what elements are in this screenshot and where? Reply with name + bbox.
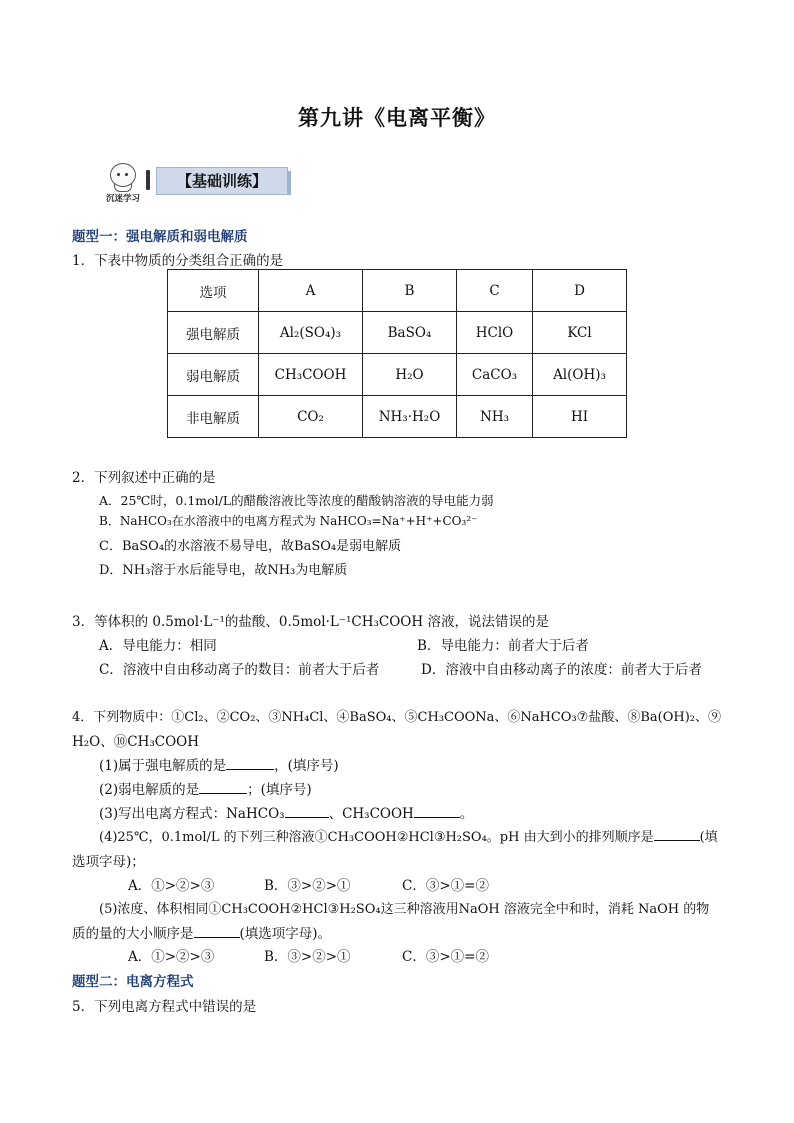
question-4-part-5-option-a: A．①>②>③: [128, 949, 215, 965]
table-cell: NH₃·H₂O: [363, 396, 457, 438]
classification-table: [167, 269, 627, 438]
section-heading-2: 题型二：电离方程式: [72, 974, 194, 990]
question-3-option-a: A．导电能力：相同: [99, 638, 217, 654]
question-5-stem: 5．下列电离方程式中错误的是: [72, 999, 257, 1015]
table-cell: 弱电解质: [168, 354, 259, 396]
question-4-part-4-line2: 选项字母)；: [72, 854, 145, 870]
question-4-part-5-option-c: C．③>①=②: [402, 949, 489, 965]
question-3-option-c: C．溶液中自由移动离子的数目：前者大于后者: [99, 662, 380, 678]
question-4-part-1: (1)属于强电解质的是 ，(填序号): [99, 758, 339, 774]
mascot-label: 沉迷学习: [105, 194, 140, 204]
table-cell: CH₃COOH: [259, 354, 363, 396]
table-header-cell: 选项: [168, 270, 259, 312]
question-4-part-5-line2: 质的量的大小顺序是 (填选项字母)。: [72, 926, 332, 942]
question-4-part-4-option-b: B．③>②>①: [264, 878, 351, 894]
table-cell: NH₃: [457, 396, 533, 438]
question-3-stem: 3．等体积的 0.5mol·L⁻¹的盐酸、0.5mol·L⁻¹CH₃COOH 溶液，说法错误的是: [72, 614, 549, 630]
question-3-option-d: D．溶液中自由移动离子的浓度：前者大于后者: [421, 662, 702, 678]
table-row: [168, 396, 627, 438]
table-cell: 非电解质: [168, 396, 259, 438]
section-heading-1: 题型一：强电解质和弱电解质: [72, 229, 248, 245]
answer-blank[interactable]: [199, 781, 247, 794]
table-cell: HClO: [457, 312, 533, 354]
question-4-part-5-line1: (5)浓度、体积相同①CH₃COOH②HCl③H₂SO₄这三种溶液用NaOH 溶液完全中和时，消耗 NaOH 的物: [99, 902, 710, 917]
table-header-cell: B: [363, 270, 457, 312]
table-row: [168, 270, 627, 312]
answer-blank[interactable]: [194, 925, 240, 938]
question-2-option-d: D．NH₃溶于水后能导电，故NH₃为电解质: [99, 563, 348, 578]
answer-blank[interactable]: [285, 805, 329, 818]
question-4-part-2: (2)弱电解质的是 ；(填序号): [99, 782, 312, 798]
question-4-stem-line1: 4．下列物质中：①Cl₂、②CO₂、③NH₄Cl、④BaSO₄、⑤CH₃COONa、⑥NaHCO₃⑦盐酸、⑧Ba(OH)₂、⑨: [72, 710, 721, 725]
question-4-part-4-option-c: C．③>①=②: [402, 878, 489, 894]
answer-blank[interactable]: [654, 828, 700, 841]
table-cell: Al₂(SO₄)₃: [259, 312, 363, 354]
table-row: [168, 312, 627, 354]
table-header-cell: A: [259, 270, 363, 312]
table-header-cell: D: [533, 270, 627, 312]
question-2-option-b: B．NaHCO₃在水溶液中的电离方程式为 NaHCO₃=Na⁺+H⁺+CO₃²⁻: [99, 514, 478, 528]
question-2-option-a: A．25℃时，0.1mol/L的醋酸溶液比等浓度的醋酸钠溶液的导电能力弱: [99, 493, 494, 508]
question-2-option-c: C．BaSO₄的水溶液不易导电，故BaSO₄是弱电解质: [99, 539, 402, 554]
answer-blank[interactable]: [414, 805, 460, 818]
table-cell: H₂O: [363, 354, 457, 396]
question-2-stem: 2．下列叙述中正确的是: [72, 470, 216, 486]
question-4-part-5-option-b: B．③>②>①: [264, 949, 351, 965]
table-cell: KCl: [533, 312, 627, 354]
table-cell: HI: [533, 396, 627, 438]
answer-blank[interactable]: [226, 757, 274, 770]
question-4-part-3: (3)写出电离方程式：NaHCO₃ 、CH₃COOH 。: [99, 806, 474, 822]
table-cell: CaCO₃: [457, 354, 533, 396]
table-cell: CO₂: [259, 396, 363, 438]
question-4-stem-line2: H₂O、⑩CH₃COOH: [72, 734, 200, 750]
question-4-part-4-option-a: A．①>②>③: [128, 878, 215, 894]
question-1-stem: 1．下表中物质的分类组合正确的是: [72, 253, 284, 269]
table-cell: BaSO₄: [363, 312, 457, 354]
section-banner: [102, 162, 292, 206]
question-3-option-b: B．导电能力：前者大于后者: [417, 638, 589, 654]
table-cell: Al(OH)₃: [533, 354, 627, 396]
page-title: 第九讲《电离平衡》: [298, 105, 496, 130]
mascot-icon: [102, 162, 142, 206]
table-header-cell: C: [457, 270, 533, 312]
table-row: [168, 354, 627, 396]
banner-label: 【基础训练】: [156, 167, 288, 195]
question-4-part-4: (4)25℃，0.1mol/L 的下列三种溶液①CH₃COOH②HCl③H₂SO₄。pH 由大到小的排列顺序是 (填: [99, 830, 718, 845]
pencil-icon: [146, 170, 150, 190]
table-cell: 强电解质: [168, 312, 259, 354]
